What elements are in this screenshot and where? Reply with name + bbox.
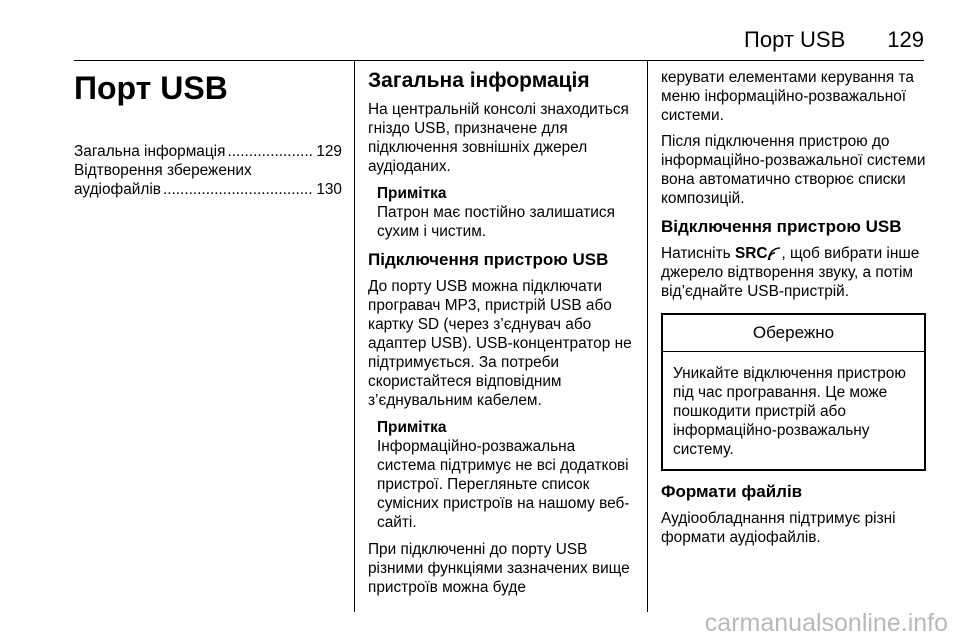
note-block xyxy=(377,184,634,241)
toc-leader-dots xyxy=(227,142,314,161)
note-text: Патрон має постійно залишатися сухим і чистим. xyxy=(377,204,615,240)
toc-entry[interactable] xyxy=(74,161,342,199)
formats-paragraph: Аудіообладнання підтримує різні формати аудіофайлів. xyxy=(661,510,896,546)
note-title: Примітка xyxy=(377,185,447,202)
intro-paragraph: На центральній консолі знаходиться гніздо USB, призначене для підключення зовнішніх джерел аудіоданих. xyxy=(368,101,629,175)
sub-heading: Підключення пристрою USB xyxy=(368,250,609,269)
toc-leader-dots xyxy=(163,180,314,199)
note-block xyxy=(377,418,634,532)
toc-entry-page: 129 xyxy=(316,143,342,160)
toc-entry-label: Загальна інформація xyxy=(74,143,226,160)
warning-title: Обережно xyxy=(663,315,924,352)
connect-paragraph: До порту USB можна підключати програвач MP3, пристрій USB або картку SD (через з’єднувач або адаптер USB). USB-концентратор не підтримується. За потреби скористайтеся відповідним з’єднувальним кабелем. xyxy=(368,278,632,409)
watermark: carmanualsonline.info xyxy=(704,609,948,637)
general-info-column xyxy=(368,60,634,597)
disconnect-column xyxy=(661,60,926,547)
header-title: Порт USB xyxy=(744,27,846,52)
page-number: 129 xyxy=(887,27,924,52)
toc-entry-label-line2: аудіофайлів xyxy=(74,181,161,198)
warning-box xyxy=(661,313,926,471)
section-heading: Загальна інформація xyxy=(368,69,590,92)
warning-text: Уникайте відключення пристрою під час програвання. Це може пошкодити пристрій або інформаційно-розважальну систему. xyxy=(673,365,906,458)
disconnect-paragraph: Натисніть SRC , щоб вибрати інше джерело відтворення звуку, а потім від’єднайте USB-пристрій. xyxy=(661,245,920,300)
toc-entry-page: 130 xyxy=(316,181,342,198)
column-divider xyxy=(354,60,355,612)
src-button-label: SRC xyxy=(734,245,768,262)
continued-paragraph: керувати елементами керування та меню інформаційно-розважальної системи. xyxy=(661,69,914,124)
toc-entry-label-line1: Відтворення збережених xyxy=(74,162,252,179)
playlist-paragraph: Після підключення пристрою до інформаційно-розважальної системи вона автоматично створює списки композицій. xyxy=(661,133,926,207)
table-of-contents xyxy=(74,142,342,199)
note-text: Інформаційно-розважальна система підтримує не всі додаткові пристрої. Перегляньте список сумісних пристроїв на нашому веб-сайті. xyxy=(377,438,630,531)
toc-entry[interactable] xyxy=(74,142,342,161)
section-heading: Відключення пристрою USB xyxy=(661,217,902,236)
toc-column xyxy=(74,60,342,199)
column-divider xyxy=(647,60,648,612)
note-title: Примітка xyxy=(377,419,447,436)
page-header xyxy=(744,27,924,53)
functions-paragraph: При підключенні до порту USB різними функціями зазначених вище пристроїв можна буде xyxy=(368,541,630,596)
radio-wave-icon xyxy=(767,246,781,260)
section-heading: Формати файлів xyxy=(661,482,803,501)
chapter-title: Порт USB xyxy=(74,70,228,106)
